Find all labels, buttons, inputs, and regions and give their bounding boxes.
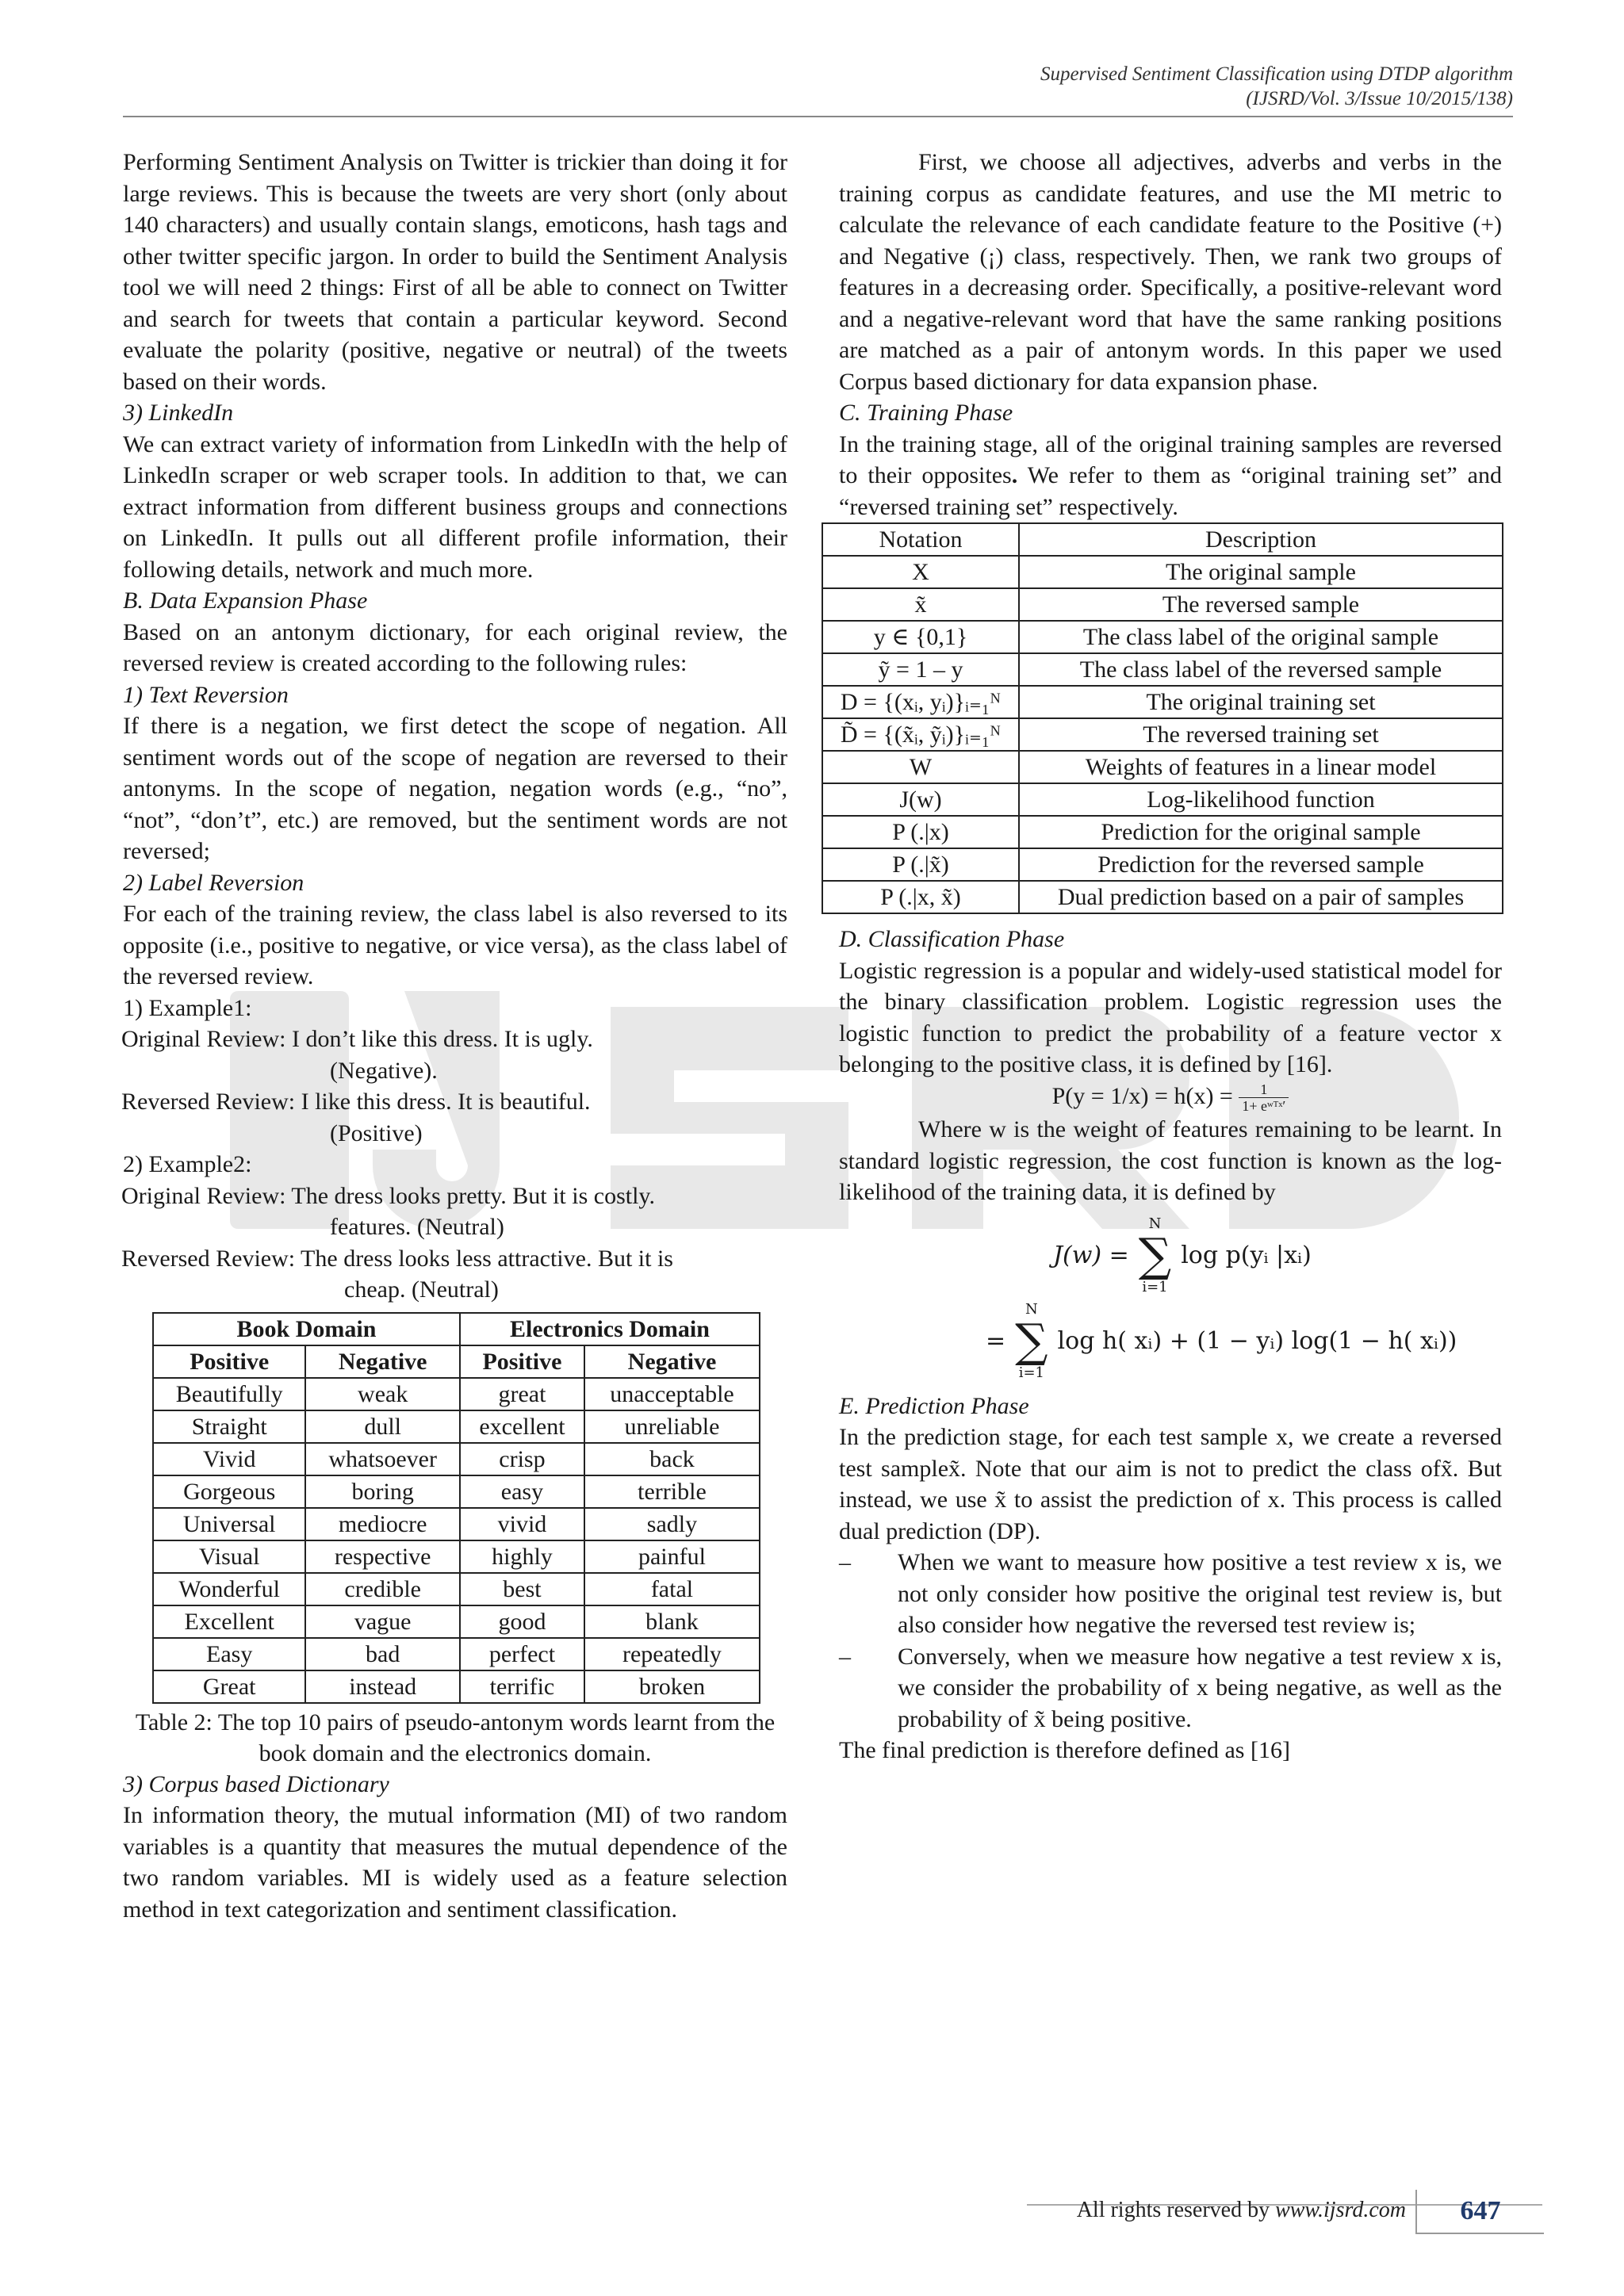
table2-cell: instead [305, 1670, 460, 1703]
description-cell: The reversed training set [1019, 718, 1503, 751]
table2-cell: dull [305, 1410, 460, 1443]
example2-original-label: features. (Neutral) [330, 1214, 504, 1240]
table2-cell: easy [460, 1475, 584, 1508]
table2-sub-header: Negative [584, 1345, 760, 1378]
table2-cell: Visual [153, 1540, 305, 1573]
table2-row [153, 1638, 760, 1670]
description-cell: Prediction for the original sample [1019, 816, 1503, 848]
table2-row [153, 1378, 760, 1410]
table2-cell: sadly [584, 1508, 760, 1540]
equation-logistic [839, 1081, 1502, 1115]
notation-cell: D̃ = {(x̃ᵢ, ỹᵢ)}ᵢ₌₁ᴺ [822, 718, 1019, 751]
table2-cell: broken [584, 1670, 760, 1703]
description-header: Description [1019, 523, 1503, 556]
example1-reversed: Reversed Review: I like this dress. It is beautiful. [121, 1089, 591, 1115]
example2-reversed-label: cheap. (Neutral) [344, 1276, 499, 1303]
equation-logistic-lhs: P(y = 1/x) = h(x) = [1051, 1082, 1239, 1109]
notation-cell: P (.|x̃) [822, 848, 1019, 881]
description-cell: The class label of the original sample [1019, 621, 1503, 653]
heading-text-reversion: 1) Text Reversion [123, 681, 289, 708]
table2-antonyms [152, 1312, 760, 1704]
description-cell: The original sample [1019, 556, 1503, 588]
table2-cell: fatal [584, 1573, 760, 1605]
description-cell: Log-likelihood function [1019, 783, 1503, 816]
example1-reversed-label: (Positive) [330, 1119, 423, 1146]
sum-symbol-2: N ∑ i=1 [1015, 1300, 1048, 1381]
sum-lower-limit: i=1 [1018, 1364, 1044, 1381]
fraction-numerator: 1 [1239, 1081, 1289, 1098]
header-citation: (IJSRD/Vol. 3/Issue 10/2015/138) [1246, 88, 1513, 109]
table2-cell: blank [584, 1605, 760, 1638]
table2-cell: great [460, 1378, 584, 1410]
table2-sub-header: Positive [153, 1345, 305, 1378]
table2-cell: best [460, 1573, 584, 1605]
table2-cell: vivid [460, 1508, 584, 1540]
heading-label-reversion: 2) Label Reversion [123, 869, 304, 896]
notation-row [822, 816, 1503, 848]
footer-rights-text: All rights reserved by [1076, 2198, 1276, 2222]
description-cell: Dual prediction based on a pair of samples [1019, 881, 1503, 913]
notation-cell: P (.|x, x̃) [822, 881, 1019, 913]
left-column [123, 147, 787, 1925]
table2-cell: excellent [460, 1410, 584, 1443]
notation-row [822, 588, 1503, 621]
example1-original: Original Review: I don’t like this dress. It is ugly. [121, 1026, 593, 1052]
table2-cell: Excellent [153, 1605, 305, 1638]
equation-log-likelihood: J(w) = N ∑ i=1 log p(yᵢ |xᵢ) = N ∑ i=1 log h( xᵢ) + (1 − yᵢ) log(1 − h( xᵢ)) [986, 1215, 1457, 1381]
table2-cell: highly [460, 1540, 584, 1573]
table2-cell: Straight [153, 1410, 305, 1443]
description-cell: Weights of features in a linear model [1019, 751, 1503, 783]
notation-row [822, 686, 1503, 718]
right-column [839, 147, 1502, 1766]
bullet-item [839, 1547, 1502, 1641]
notation-cell: P (.|x) [822, 816, 1019, 848]
notation-cell: X [822, 556, 1019, 588]
table2-cell: Vivid [153, 1443, 305, 1475]
heading-data-expansion: B. Data Expansion Phase [123, 587, 368, 614]
table2-sub-header: Negative [305, 1345, 460, 1378]
sum-lower-limit: i=1 [1142, 1278, 1168, 1295]
table2-cell: back [584, 1443, 760, 1475]
notation-row [822, 783, 1503, 816]
example1-original-label: (Negative). [330, 1057, 438, 1084]
footer-rights [1077, 2198, 1406, 2223]
table2-row [153, 1410, 760, 1443]
bullet-marker: – [839, 1643, 851, 1670]
bullet-marker: – [839, 1549, 851, 1576]
sum-upper-limit: N [1148, 1215, 1162, 1232]
notation-row [822, 621, 1503, 653]
notation-table [822, 522, 1503, 914]
notation-table-body [822, 556, 1503, 913]
table2-sub-header: Positive [460, 1345, 584, 1378]
paragraph-classification: Logistic regression is a popular and widely-used statistical model for the binary classification problem. Logistic regression uses the logistic function to predict the probability of a feature vector x belonging to the positive class, it is defined by [16]. [839, 957, 1502, 1077]
paragraph-prediction: In the prediction stage, for each test sample x, we create a reversed test samplex̃. Note that our aim is not to predict the class ofx̃. But instead, we use x̃ to assist the prediction of x. This process is called dual prediction (DP). [839, 1424, 1502, 1544]
table2-cell: whatsoever [305, 1443, 460, 1475]
notation-row [822, 848, 1503, 881]
table2-cell: unreliable [584, 1410, 760, 1443]
paragraph-corpus-dictionary: In information theory, the mutual information (MI) of two random variables is a quantity that measures the mutual dependence of the two random variables. MI is widely used as a feature selection method in text categorization and sentiment classification. [123, 1802, 787, 1923]
description-cell: The reversed sample [1019, 588, 1503, 621]
heading-linkedin: 3) LinkedIn [123, 400, 234, 426]
table2-cell: Great [153, 1670, 305, 1703]
description-cell: The original training set [1019, 686, 1503, 718]
table2-row [153, 1670, 760, 1703]
table2-cell: unacceptable [584, 1378, 760, 1410]
notation-cell: y ∈ {0,1} [822, 621, 1019, 653]
equation-j-line2: log h( xᵢ) + (1 − yᵢ) log(1 − h( xᵢ)) [1057, 1326, 1457, 1355]
table2-row [153, 1443, 760, 1475]
notation-cell: ỹ = 1 – y [822, 653, 1019, 686]
notation-row [822, 751, 1503, 783]
notation-cell: J(w) [822, 783, 1019, 816]
table2-cell: credible [305, 1573, 460, 1605]
table2-cell: repeatedly [584, 1638, 760, 1670]
table2-caption: Table 2: The top 10 pairs of pseudo-antonym words learnt from the book domain and the electronics domain. [135, 1709, 776, 1766]
table2-row [153, 1475, 760, 1508]
notation-cell: x̃ [822, 588, 1019, 621]
footer-site-link[interactable]: www.ijsrd.com [1275, 2198, 1406, 2222]
page-number: 647 [1415, 2190, 1544, 2234]
table2-cell: perfect [460, 1638, 584, 1670]
table2-cell: terrific [460, 1670, 584, 1703]
header-rule [123, 116, 1513, 117]
notation-cell: D = {(xᵢ, yᵢ)}ᵢ₌₁ᴺ [822, 686, 1019, 718]
table2-row [153, 1605, 760, 1638]
table2-cell: Gorgeous [153, 1475, 305, 1508]
description-cell: Prediction for the reversed sample [1019, 848, 1503, 881]
table2-cell: weak [305, 1378, 460, 1410]
training-text-a: In the training stage, all of the original training samples are reversed to their opposites [839, 430, 1502, 488]
table2-cell: boring [305, 1475, 460, 1508]
training-text-b: We refer to them as “original training set” and “reversed training set” respectively. [839, 462, 1502, 520]
equation-logistic-fraction [1239, 1081, 1289, 1114]
heading-training-phase: C. Training Phase [839, 400, 1013, 426]
table2-cell: respective [305, 1540, 460, 1573]
table2-cell: Wonderful [153, 1573, 305, 1605]
training-text-dot: . [1011, 462, 1018, 488]
sum-upper-limit: N [1025, 1300, 1038, 1318]
paragraph-final-prediction: The final prediction is therefore defined as [16] [839, 1737, 1290, 1764]
table2-cell: terrible [584, 1475, 760, 1508]
equation-j-lhs: J(w) = [1053, 1241, 1129, 1269]
table2-cell: Beautifully [153, 1378, 305, 1410]
paragraph-data-expansion: Based on an antonym dictionary, for each original review, the reversed review is created according to the following rules: [123, 618, 787, 676]
paragraph-twitter: Performing Sentiment Analysis on Twitter is trickier than doing it for large reviews. This is because the tweets are very short (only about 140 characters) and usually contain slangs, emoticons, hash tags and other twitter specific jargon. In order to build the Sentiment Analysis tool we will need 2 things: First of all be able to connect on Twitter and search for tweets that contain a particular keyword. Second evaluate the polarity (positive, negative or neutral) of the tweets based on their words. [123, 149, 787, 395]
example2-reversed: Reversed Review: The dress looks less attractive. But it is [121, 1245, 673, 1272]
notation-header: Notation [822, 523, 1019, 556]
table2-row [153, 1540, 760, 1573]
table2-body [153, 1378, 760, 1703]
table2-cell: Easy [153, 1638, 305, 1670]
table2-row [153, 1508, 760, 1540]
notation-row [822, 881, 1503, 913]
notation-row [822, 718, 1503, 751]
paragraph-where: Where w is the weight of features remaining to be learnt. In standard logistic regression, the cost function is known as the log-likelihood of the training data, it is defined by [839, 1116, 1502, 1206]
paragraph-linkedin: We can extract variety of information from LinkedIn with the help of LinkedIn scraper or web scraper tools. In addition to that, we can extract information from different business groups and connections on LinkedIn. It pulls out all different profile information, their following details, network and much more. [123, 430, 787, 583]
notation-row [822, 653, 1503, 686]
description-cell: The class label of the reversed sample [1019, 653, 1503, 686]
heading-corpus-dictionary: 3) Corpus based Dictionary [123, 1770, 389, 1797]
table2-cell: vague [305, 1605, 460, 1638]
notation-cell: W [822, 751, 1019, 783]
equation-j-rhs: log p(yᵢ |xᵢ) [1181, 1241, 1312, 1269]
bullet-text: When we want to measure how positive a test review x is, we not only consider how positive the original test review is, but also consider how negative the reversed test review is; [898, 1549, 1502, 1639]
table2-group-header: Book Domain [153, 1313, 460, 1345]
table2-cell: Universal [153, 1508, 305, 1540]
table2-group-header: Electronics Domain [460, 1313, 760, 1345]
table2-cell: crisp [460, 1443, 584, 1475]
table2-cell: painful [584, 1540, 760, 1573]
paragraph-feature-selection: First, we choose all adjectives, adverbs and verbs in the training corpus as candidate features, and use the MI metric to calculate the relevance of each candidate feature to the Positive (+) and Negative (¡) class, respectively. Then, we rank two groups of features in a decreasing order. Specifically, a positive-relevant word and a negative-relevant word that have the same ranking positions are matched as a pair of antonym words. In this paper we used Corpus based dictionary for data expansion phase. [839, 149, 1502, 395]
example1-title: 1) Example1: [123, 994, 252, 1021]
table2-cell: mediocre [305, 1508, 460, 1540]
example2-title: 2) Example2: [123, 1151, 252, 1177]
bullet-text: Conversely, when we measure how negative a test review x is, we consider the probability of x being negative, as well as the probability of x̃ being positive. [898, 1643, 1502, 1732]
paragraph-label-reversion: For each of the training review, the class label is also reversed to its opposite (i.e., positive to negative, or vice versa), as the class label of the reversed review. [123, 901, 787, 989]
table2-cell: good [460, 1605, 584, 1638]
sum-symbol-1: N ∑ i=1 [1138, 1215, 1172, 1295]
fraction-denominator: 1+ eʷᵀˣ′ [1242, 1098, 1286, 1115]
heading-classification-phase: D. Classification Phase [839, 926, 1065, 952]
notation-row [822, 556, 1503, 588]
table2-cell: bad [305, 1638, 460, 1670]
paragraph-training-phase [839, 429, 1502, 523]
bullet-item [839, 1641, 1502, 1735]
header-title: Supervised Sentiment Classification using DTDP algorithm [1040, 63, 1513, 85]
paragraph-text-reversion: If there is a negation, we first detect the scope of negation. All sentiment words out of the scope of negation are reversed to their antonyms. In the scope of negation, negation words (e.g., “no”, “not”, “don’t”, etc.) are removed, but the sentiment words are not reversed; [123, 713, 787, 864]
heading-prediction-phase: E. Prediction Phase [839, 1392, 1029, 1419]
table2-row [153, 1573, 760, 1605]
running-header [1040, 62, 1513, 111]
example2-original: Original Review: The dress looks pretty. But it is costly. [121, 1182, 655, 1209]
